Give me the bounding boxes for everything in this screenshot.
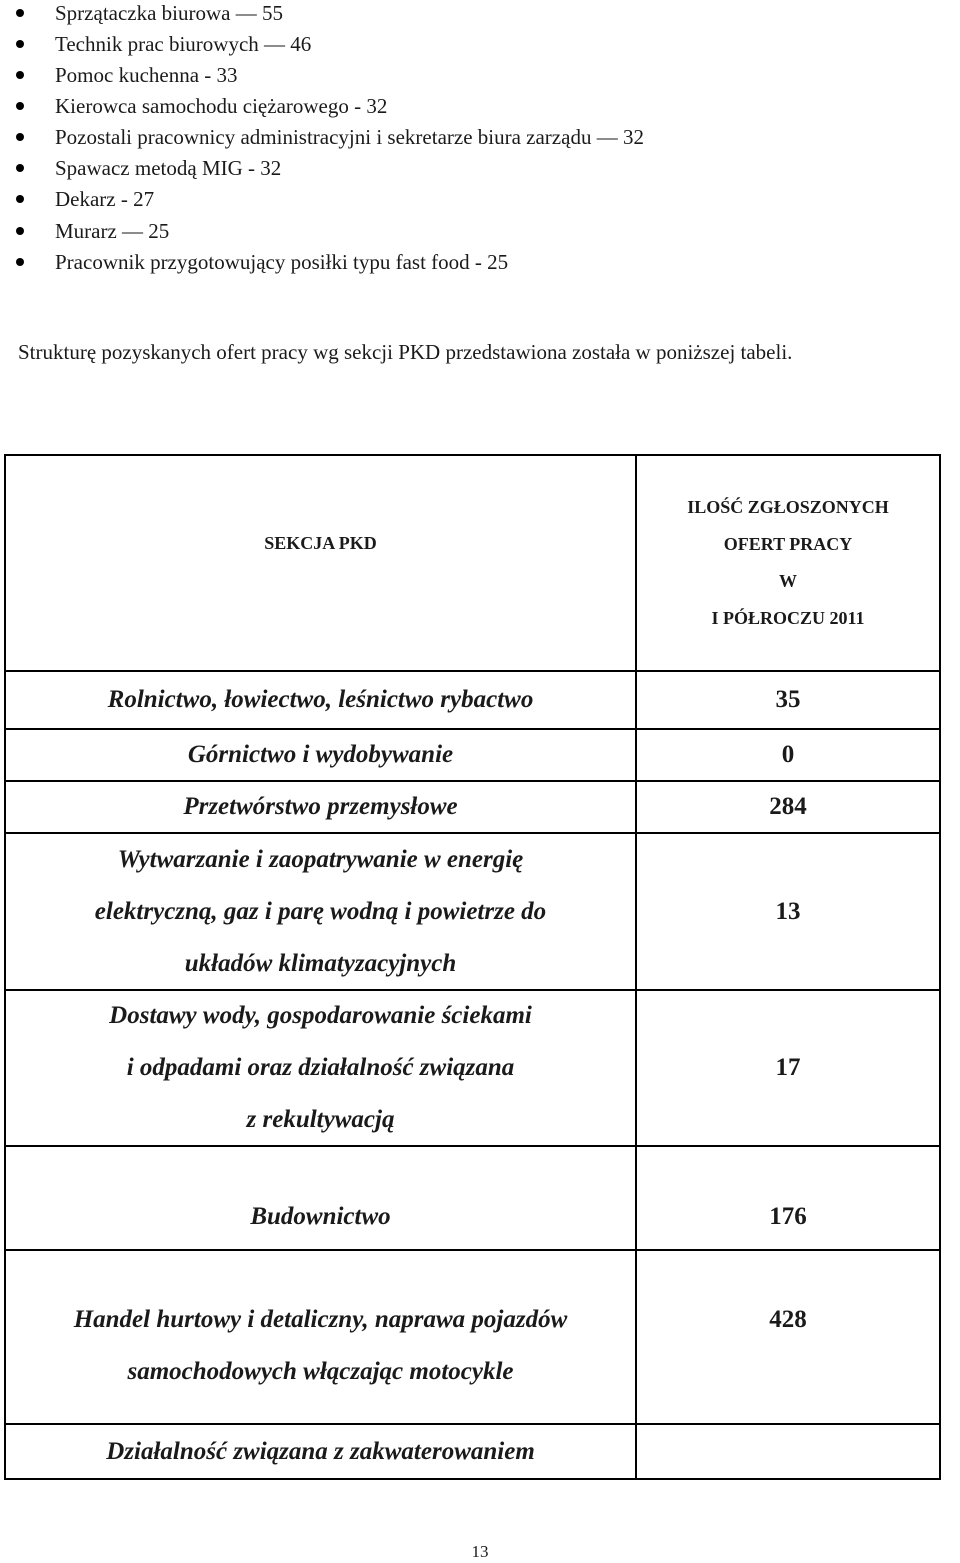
row-name-line: Przetwórstwo przemysłowe	[183, 793, 458, 820]
list-item	[55, 186, 154, 212]
header-ilosc-line: I PÓŁROCZU 2011	[711, 608, 865, 628]
table-row-name	[6, 672, 635, 728]
bullet-icon	[16, 133, 24, 141]
row-value: 428	[769, 1306, 807, 1333]
intro-paragraph: Strukturę pozyskanych ofert pracy wg sekcji PKD przedstawiona została w poniższej tabeli.	[18, 340, 793, 364]
bullet-icon	[16, 164, 24, 172]
bullet-icon	[16, 195, 24, 203]
bullet-icon	[16, 227, 24, 235]
header-ilosc-line: ILOŚĆ ZGŁOSZONYCH	[687, 497, 889, 517]
list-item	[55, 124, 644, 150]
row-name-line: Budownictwo	[250, 1203, 391, 1230]
list-item	[55, 249, 508, 275]
list-item-text: Pozostali pracownicy administracyjni i sekretarze biura zarządu — 32	[55, 125, 644, 149]
table-row-name	[6, 1294, 635, 1398]
row-name-line: Górnictwo i wydobywanie	[187, 741, 454, 768]
header-ilosc-line: OFERT PRACY	[723, 534, 853, 554]
row-value: 176	[769, 1203, 807, 1230]
pkd-table	[4, 454, 941, 1480]
bullet-icon	[16, 102, 24, 110]
row-value: 17	[775, 1054, 801, 1081]
table-row-name	[6, 834, 635, 989]
row-name-line: Dostawy wody, gospodarowanie ściekami	[109, 1002, 532, 1029]
table-row-name	[6, 1425, 635, 1478]
table-border	[939, 454, 941, 1480]
table-row-name	[6, 1191, 635, 1243]
list-item	[55, 218, 169, 244]
list-item	[55, 93, 387, 119]
header-ilosc-line: W	[779, 571, 797, 591]
table-row-name	[6, 782, 635, 832]
list-item-text: Dekarz - 27	[55, 187, 155, 211]
table-row-name	[6, 991, 635, 1145]
row-value: 0	[781, 741, 795, 768]
page-number: 13	[471, 1542, 489, 1561]
row-name-line: z rekultywacją	[246, 1106, 395, 1133]
table-row-value	[637, 991, 939, 1145]
list-item-text: Pomoc kuchenna - 33	[55, 63, 238, 87]
table-row-value	[637, 730, 939, 780]
row-value: 284	[769, 793, 807, 820]
list-item-text: Technik prac biurowych — 46	[55, 32, 312, 56]
table-row-value	[637, 1191, 939, 1243]
header-sekcja	[6, 456, 635, 630]
list-item	[55, 0, 283, 26]
table-row-value	[637, 782, 939, 832]
list-item-text: Kierowca samochodu ciężarowego - 32	[55, 94, 388, 118]
list-item-text: Pracownik przygotowujący posiłki typu fast food - 25	[55, 250, 509, 274]
bullet-icon	[16, 258, 24, 266]
row-name-line: układów klimatyzacyjnych	[184, 949, 457, 977]
row-name-line: Wytwarzanie i zaopatrywanie w energię	[117, 845, 524, 873]
header-sekcja-label: SEKCJA PKD	[264, 532, 377, 553]
list-item	[55, 155, 281, 181]
table-border	[4, 1145, 941, 1147]
row-value: 13	[775, 897, 801, 925]
table-border	[4, 1478, 941, 1480]
table-row-value	[637, 1294, 939, 1346]
list-item-text: Murarz — 25	[55, 219, 170, 243]
table-row-value	[637, 1425, 939, 1478]
table-border	[4, 1249, 941, 1251]
list-item-text: Sprzątaczka biurowa — 55	[55, 1, 283, 25]
row-value: 35	[775, 686, 801, 713]
row-name-line: Działalność związana z zakwaterowaniem	[106, 1437, 535, 1465]
table-row-value	[637, 834, 939, 989]
bullet-icon	[16, 40, 24, 48]
list-item-text: Spawacz metodą MIG - 32	[55, 156, 282, 180]
table-row-name	[6, 730, 635, 780]
header-ilosc	[637, 456, 939, 670]
list-item	[55, 62, 238, 88]
table-row-value	[637, 672, 939, 728]
row-name-line: Rolnictwo, łowiectwo, leśnictwo rybactwo	[107, 686, 534, 713]
bullet-icon	[16, 71, 24, 79]
list-item	[55, 31, 311, 57]
row-name-line: elektryczną, gaz i parę wodną i powietrze do	[94, 897, 547, 925]
bullet-icon	[16, 9, 24, 17]
row-name-line: Handel hurtowy i detaliczny, naprawa pojazdów	[73, 1306, 568, 1333]
row-name-line: samochodowych włączając motocykle	[127, 1358, 514, 1385]
row-name-line: i odpadami oraz działalność związana	[126, 1054, 515, 1081]
